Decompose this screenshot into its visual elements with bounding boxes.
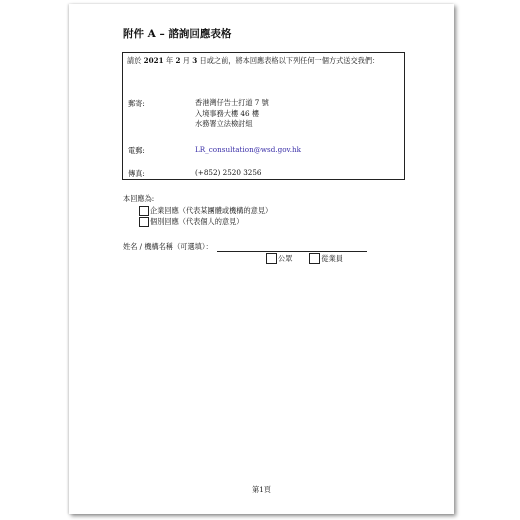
response-type-title: 本回應為: <box>123 194 155 203</box>
deadline-year: 2021 <box>143 56 164 65</box>
document-page <box>69 4 454 514</box>
page-title: 附件 A – 諮詢回應表格 <box>123 28 232 40</box>
deadline-month: 2 <box>175 56 181 65</box>
mail-label: 郵寄: <box>128 99 145 108</box>
practitioner-option-label: 從業員 <box>321 253 343 263</box>
name-field-label: 姓名 / 機構名稱（可選填）： <box>123 242 213 251</box>
individual-option-label: 個別回應（代表個人的意見） <box>150 216 244 226</box>
public-checkbox[interactable] <box>266 253 277 264</box>
name-field-row <box>123 242 367 252</box>
mail-address-line: 入境事務大樓 46 樓 <box>195 108 260 118</box>
deadline-day: 3 <box>192 56 198 65</box>
mail-address-line: 香港灣仔告士打道 7 號 <box>195 98 269 107</box>
response-option-corporate[interactable] <box>139 205 272 216</box>
public-option-label: 公眾 <box>278 253 293 263</box>
intro-text: 請於 2021 年 2 月 3 日或之前，將本回應表格以下列任何一個方式送交我們： <box>127 56 380 65</box>
email-label: 電郵: <box>128 146 145 155</box>
fax-label: 傳真: <box>128 169 145 178</box>
response-option-individual[interactable] <box>139 216 243 227</box>
role-options <box>266 253 343 264</box>
name-input-line[interactable] <box>217 243 367 252</box>
corporate-checkbox[interactable] <box>139 206 149 216</box>
email-link[interactable]: LR_consultation@wsd.gov.hk <box>195 145 302 154</box>
practitioner-checkbox[interactable] <box>309 253 320 264</box>
fax-number: (+852) 2520 3256 <box>195 168 262 177</box>
page-number: 第1頁 <box>252 485 271 494</box>
mail-address <box>195 98 269 130</box>
mail-address-line: 水務署立法檢討組 <box>195 119 253 128</box>
submission-box <box>122 52 405 180</box>
corporate-option-label: 企業回應（代表某團體或機構的意見） <box>150 205 273 215</box>
individual-checkbox[interactable] <box>139 217 149 227</box>
